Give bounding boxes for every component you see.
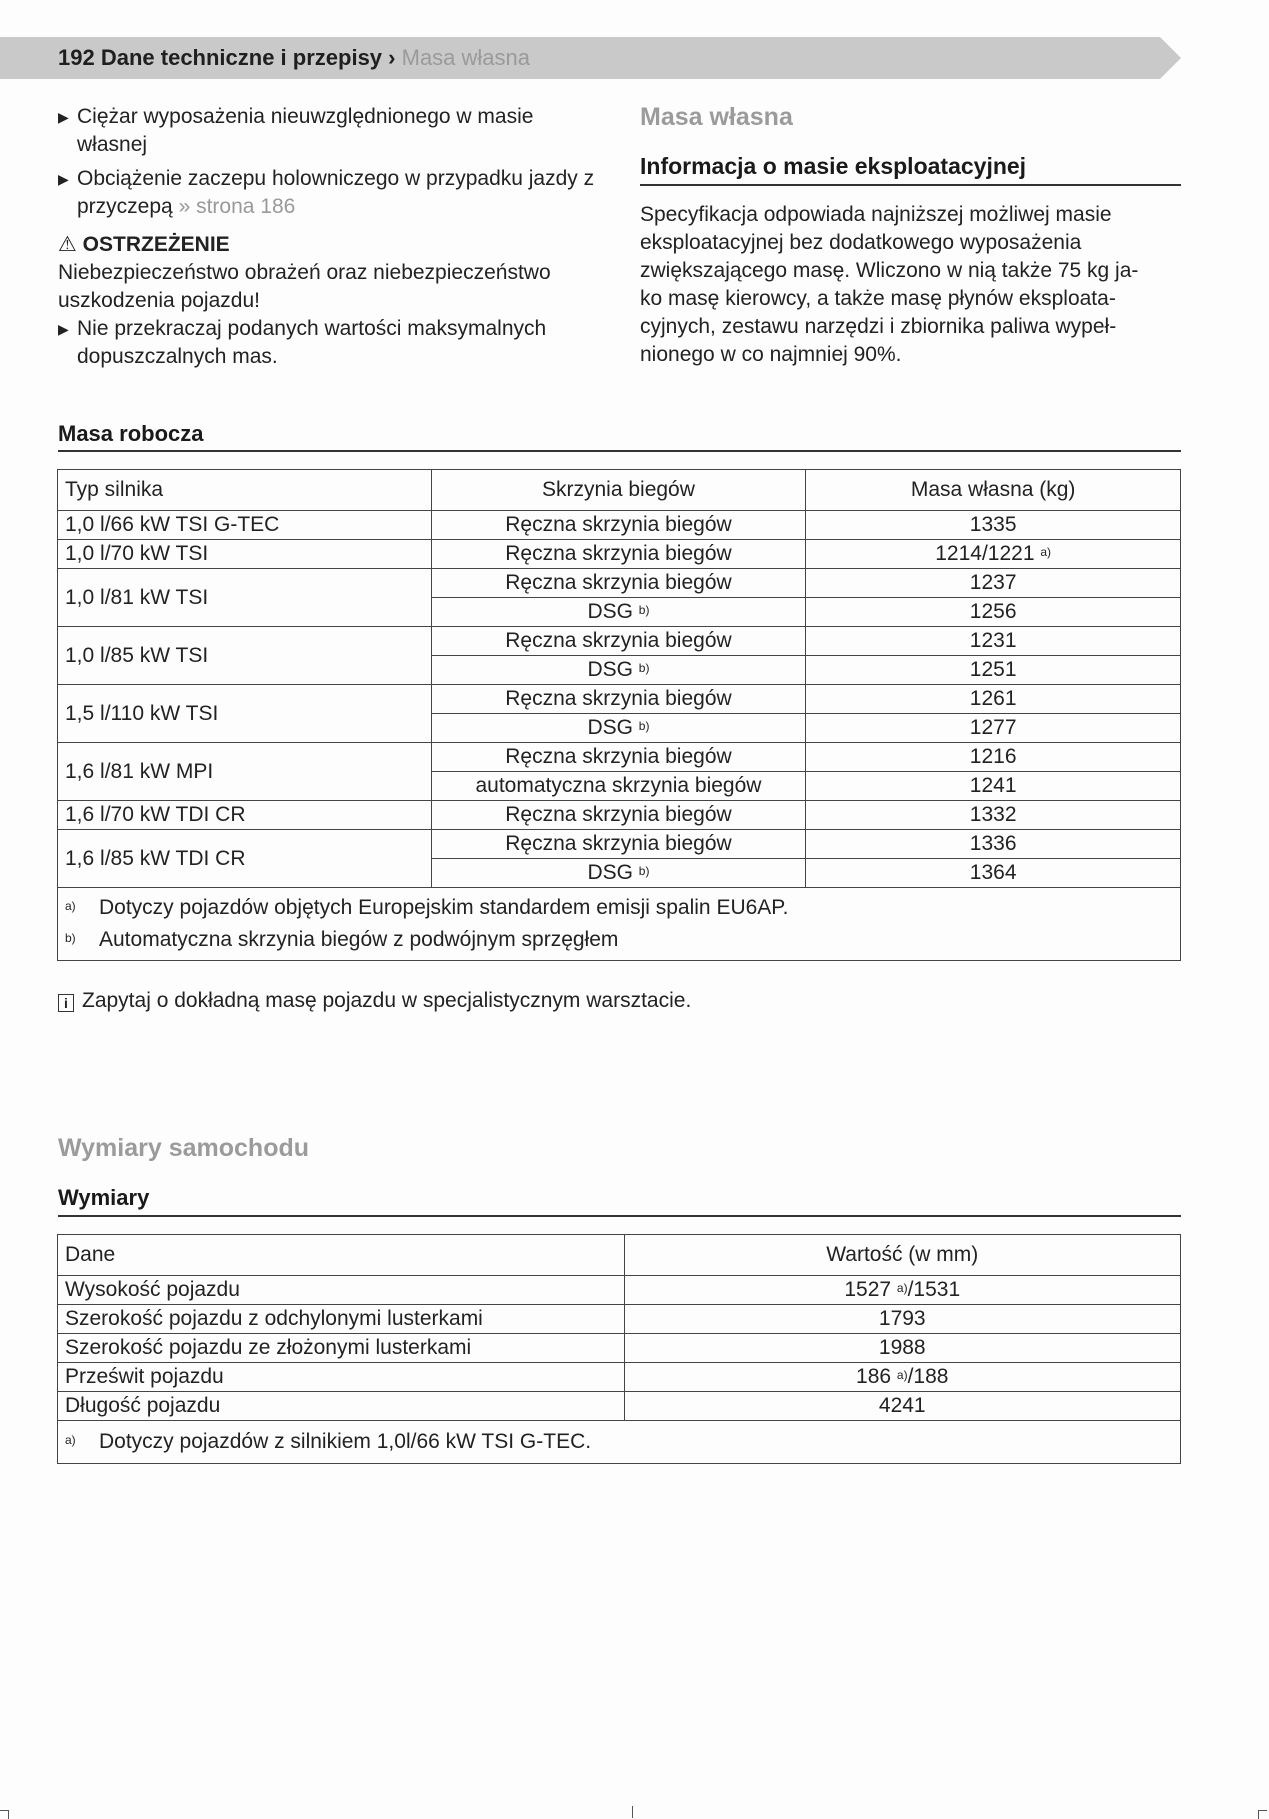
gearbox-cell: DSG $^{b)}$: [431, 859, 806, 888]
footnote-marker: a): [1040, 545, 1052, 559]
dimensions-table-wrapper: [57, 1234, 1181, 1464]
column-header: Typ silnika: [58, 470, 432, 511]
mass-cell: 1261: [806, 685, 1181, 714]
column-header: Masa własna (kg): [806, 470, 1181, 511]
table-row: [58, 511, 1181, 540]
table-row: [58, 830, 1181, 859]
gearbox-cell: DSG $^{b)}$: [431, 598, 806, 627]
dimension-label: Wysokość pojazdu: [58, 1276, 625, 1305]
dimension-label: Szerokość pojazdu ze złożonymi lusterkami: [58, 1334, 625, 1363]
dimension-value: 186 $^{a)}$/188: [624, 1363, 1180, 1392]
heading-underline: [640, 184, 1181, 186]
mass-cell: 1237: [806, 569, 1181, 598]
table-footnotes: [58, 1421, 1181, 1464]
footnote-marker: a): [896, 1281, 908, 1295]
section-crumb: Masa własna: [401, 45, 531, 70]
column-header: Skrzynia biegów: [431, 470, 806, 511]
table-row: [58, 1392, 1181, 1421]
mass-cell: 1216: [806, 743, 1181, 772]
bullet-triangle-icon: ▶: [58, 109, 69, 125]
table-row: [58, 1305, 1181, 1334]
engine-cell: 1,0 l/66 kW TSI G-TEC: [58, 511, 432, 540]
gearbox-cell: DSG $^{b)}$: [431, 656, 806, 685]
engine-cell: 1,6 l/85 kW TDI CR: [58, 830, 432, 888]
subtitle-masa-eksploatacyjna: Informacja o masie eksploatacyjnej: [640, 153, 1027, 179]
gearbox-cell: DSG $^{b)}$: [431, 714, 806, 743]
info-icon: i: [58, 994, 74, 1012]
dimension-label: Szerokość pojazdu z odchylonymi lusterkami: [58, 1305, 625, 1334]
gearbox-cell: Ręczna skrzynia biegów: [431, 569, 806, 598]
gearbox-cell: Ręczna skrzynia biegów: [431, 801, 806, 830]
table-row: [58, 540, 1181, 569]
footnote: $^{b)}$ Automatyczna skrzynia biegów z podwójnym sprzęgłem: [65, 928, 619, 951]
table-row: [58, 1276, 1181, 1305]
breadcrumb-separator: ›: [388, 45, 396, 70]
engine-cell: 1,5 l/110 kW TSI: [58, 685, 432, 743]
footnote: $^{a)}$ Dotyczy pojazdów z silnikiem 1,0l/66 kW TSI G-TEC.: [65, 1430, 592, 1453]
mass-cell: 1336: [806, 830, 1181, 859]
bullet-triangle-icon: ▶: [58, 171, 69, 187]
heading-underline: [58, 450, 1181, 452]
engine-cell: 1,0 l/70 kW TSI: [58, 540, 432, 569]
mass-cell: 1364: [806, 859, 1181, 888]
mass-cell: 1332: [806, 801, 1181, 830]
table-row: [58, 569, 1181, 598]
footnote-marker: b): [638, 864, 650, 878]
column-header: Dane: [58, 1235, 625, 1276]
warning-list-item: ▶ Nie przekraczaj podanych wartości maksymalnych dopuszczalnych mas.: [58, 317, 547, 368]
dimension-value: 4241: [624, 1392, 1180, 1421]
table-row: [58, 1363, 1181, 1392]
footnote-marker: b): [638, 719, 650, 733]
heading-underline: [58, 1215, 1181, 1217]
gearbox-cell: Ręczna skrzynia biegów: [431, 830, 806, 859]
mass-cell: 1231: [806, 627, 1181, 656]
footnote-marker: a): [896, 1368, 908, 1382]
gearbox-cell: Ręczna skrzynia biegów: [431, 627, 806, 656]
mass-cell: 1277: [806, 714, 1181, 743]
chapter-title: Dane techniczne i przepisy: [100, 45, 383, 70]
breadcrumb: [58, 45, 530, 71]
mass-cell: 1335: [806, 511, 1181, 540]
gearbox-cell: Ręczna skrzynia biegów: [431, 540, 806, 569]
list-item: ▶ Obciążenie zaczepu holowniczego w przypadku jazdy z przyczepą » strona 186: [58, 167, 595, 218]
footnote-marker: b): [638, 661, 650, 675]
dimensions-table: [57, 1234, 1181, 1464]
info-note: i Zapytaj o dokładną masę pojazdu w specjalistycznym warsztacie.: [58, 987, 691, 1015]
table-row: [58, 801, 1181, 830]
mass-cell: 1241: [806, 772, 1181, 801]
engine-cell: 1,0 l/85 kW TSI: [58, 627, 432, 685]
warning-triangle-icon: ⚠: [58, 233, 77, 256]
dimension-value: 1527 $^{a)}$/1531: [624, 1276, 1180, 1305]
gearbox-cell: Ręczna skrzynia biegów: [431, 511, 806, 540]
page-number: 192: [58, 45, 95, 70]
dimension-label: Długość pojazdu: [58, 1392, 625, 1421]
table-header-row: [58, 1235, 1181, 1276]
dimension-value: 1793: [624, 1305, 1180, 1334]
column-header: Wartość (w mm): [624, 1235, 1180, 1276]
footnote: $^{a)}$ Dotyczy pojazdów objętych Europejskim standardem emisji spalin EU6AP.: [65, 896, 789, 919]
crop-mark: [632, 1806, 633, 1818]
info-paragraph: Specyfikacja odpowiada najniższej możliwej masie eksploatacyjnej bez dodatkowego wyposażenia zwiększającego masę. Wliczono w nią także 75 kg ja- ko masę kierowcy, a także masę płynów eksploata- cyjnych, zestawu narzędzi i zbiornika paliwa wypeł- nionego w co najmniej 90%.: [640, 203, 1139, 366]
dimension-value: 1988: [624, 1334, 1180, 1363]
table-footnotes: [58, 888, 1181, 961]
mass-table: [57, 469, 1181, 961]
mass-cell: 1214/1221 $^{a)}$: [806, 540, 1181, 569]
mass-table-title: Masa robocza: [58, 421, 204, 446]
warning-text: Niebezpieczeństwo obrażeń oraz niebezpieczeństwo uszkodzenia pojazdu!: [58, 261, 551, 312]
page-reference-link[interactable]: » strona 186: [178, 195, 296, 218]
mass-table-wrapper: [57, 469, 1181, 961]
gearbox-cell: automatyczna skrzynia biegów: [431, 772, 806, 801]
table-row: [58, 627, 1181, 656]
section-title-masa-wlasna: Masa własna: [640, 103, 793, 131]
left-column: [58, 103, 598, 371]
engine-cell: 1,0 l/81 kW TSI: [58, 569, 432, 627]
bullet-triangle-icon: ▶: [58, 321, 69, 337]
section-title-wymiary-samochodu: Wymiary samochodu: [58, 1134, 310, 1162]
mass-cell: 1256: [806, 598, 1181, 627]
warning-heading: ⚠ OSTRZEŻENIE: [58, 233, 230, 256]
list-item: ▶ Ciężar wyposażenia nieuwzględnionego w masie własnej: [58, 105, 534, 156]
gearbox-cell: Ręczna skrzynia biegów: [431, 743, 806, 772]
engine-cell: 1,6 l/70 kW TDI CR: [58, 801, 432, 830]
table-header-row: [58, 470, 1181, 511]
dimension-label: Prześwit pojazdu: [58, 1363, 625, 1392]
mass-cell: 1251: [806, 656, 1181, 685]
footnote-marker: b): [638, 603, 650, 617]
engine-cell: 1,6 l/81 kW MPI: [58, 743, 432, 801]
table-row: [58, 743, 1181, 772]
table-row: [58, 685, 1181, 714]
table-row: [58, 1334, 1181, 1363]
dimensions-subtitle: Wymiary: [58, 1185, 150, 1210]
gearbox-cell: Ręczna skrzynia biegów: [431, 685, 806, 714]
